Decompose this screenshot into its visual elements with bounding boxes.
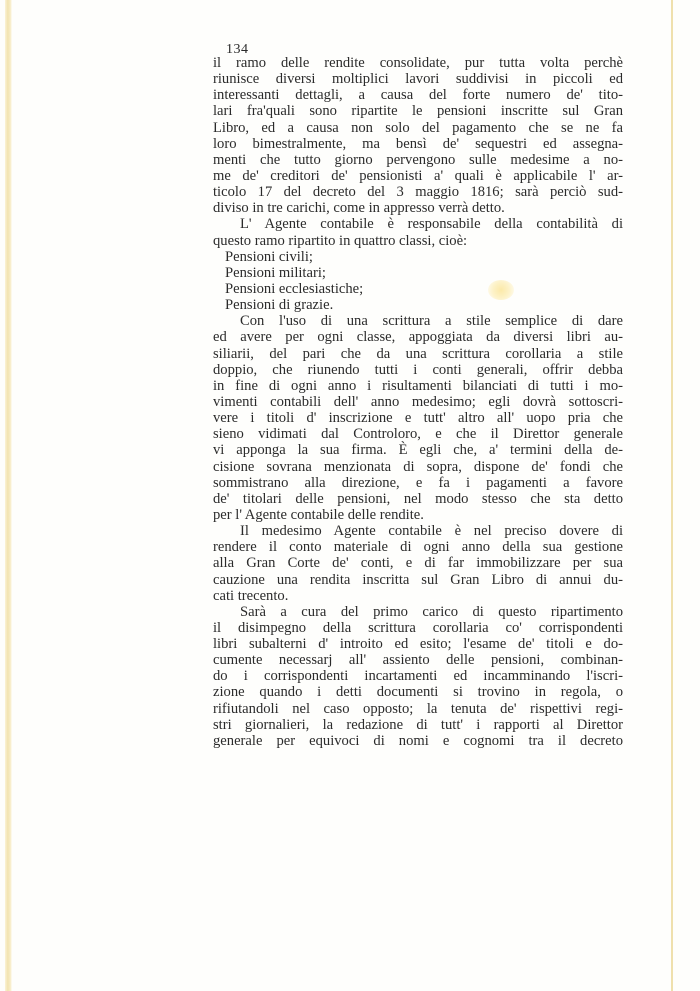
text-line: alla Gran Corte de' conti, e di far immobilizzare per sua <box>213 555 623 572</box>
text-line: diviso in tre carichi, come in appresso verrà detto. <box>213 200 505 217</box>
text-line: L' Agente contabile è responsabile della contabilità di <box>240 216 623 233</box>
text-line: Libro, ed a causa non solo del pagamento che se ne fa <box>213 119 623 136</box>
text-line: me de' creditori de' pensionisti a' quali è applicabile l' ar- <box>213 167 623 184</box>
text-line: lari fra'quali sono ripartite le pensioni inscritte sul Gran <box>213 103 623 120</box>
text-line: ticolo 17 del decreto del 3 maggio 1816; sarà perciò sud- <box>213 184 623 201</box>
text-line: de' titolari delle pensioni, nel modo stesso che sta detto <box>213 490 623 507</box>
text-line: Con l'uso di una scrittura a stile semplice di dare <box>240 313 623 330</box>
page-edge-left <box>5 0 12 991</box>
text-line: Pensioni militari; <box>225 264 326 281</box>
text-line: vimenti contabili dell' anno medesimo; egli dovrà sottoscri- <box>213 393 623 410</box>
text-line: per l' Agente contabile delle rendite. <box>213 506 424 523</box>
text-line: Sarà a cura del primo carico di questo ripartimento <box>240 603 623 620</box>
text-line: siliarii, del pari che da una scrittura corollaria a stile <box>213 345 623 362</box>
text-line: il disimpegno della scrittura corollaria co' corrispondenti <box>213 619 623 636</box>
text-line: questo ramo ripartito in quattro classi, cioè: <box>213 232 468 249</box>
text-line: cisione sovrana menzionata di sopra, dispone de' fondi che <box>213 458 623 475</box>
text-line: doppio, che riunendo tutti i conti generali, offrir debba <box>213 361 623 378</box>
text-line: cati trecento. <box>213 587 289 604</box>
text-line: vi apponga la sua firma. È egli che, a' termini della de- <box>213 442 623 459</box>
text-line: libri subalterni d' introito ed esito; l'esame de' titoli e do- <box>213 636 623 653</box>
text-line: loro bimestralmente, ma bensì de' sequestri ed assegna- <box>213 135 623 152</box>
text-line: il ramo delle rendite consolidate, pur tutta volta perchè <box>213 55 623 71</box>
text-line: in fine di ogni anno i risultamenti bilanciati di tutti i mo- <box>213 377 623 394</box>
text-line: Pensioni civili; <box>225 248 313 265</box>
text-line: do i corrispondenti incartamenti ed incamminando l'iscri- <box>213 668 623 685</box>
text-line: riunisce diversi moltiplici lavori suddivisi in piccoli ed <box>213 71 623 88</box>
text-line: Il medesimo Agente contabile è nel preciso dovere di <box>240 523 623 540</box>
body-text <box>213 55 623 749</box>
text-line: cumente necessarj all' assiento delle pensioni, combinan- <box>213 652 623 669</box>
text-line: sieno vidimati dal Controloro, e che il Direttor generale <box>213 426 623 443</box>
text-line: sommistrano alla direzione, e fa i pagamenti a favore <box>213 474 623 491</box>
text-line: ed avere per ogni classe, appoggiata da diversi libri au- <box>213 329 623 346</box>
text-line: rifiutandoli nel caso opposto; la tenuta de' rispettivi regi- <box>213 700 623 717</box>
text-line: Pensioni di grazie. <box>225 297 334 314</box>
text-line: rendere il conto materiale di ogni anno della sua gestione <box>213 539 623 556</box>
text-line: generale per equivoci di nomi e cognomi tra il decreto <box>213 732 623 749</box>
text-line: Pensioni ecclesiastiche; <box>225 280 364 297</box>
text-line: stri giornalieri, la redazione di tutt' i rapporti al Direttor <box>213 716 623 733</box>
page-number: 134 <box>226 42 249 57</box>
text-line: interessanti dettagli, a causa del forte numero de' tito- <box>213 87 623 104</box>
text-line: vere i titoli d' inscrizione e tutt' altro all' uopo pria che <box>213 410 623 427</box>
text-line: cauzione una rendita inscritta sul Gran Libro di annui du- <box>213 571 623 588</box>
text-line: zione quando i detti documenti si trovino in regola, o <box>213 684 623 701</box>
text-line: menti che tutto giorno pervengono sulle medesime a no- <box>213 151 623 168</box>
page-edge-right <box>671 0 673 991</box>
